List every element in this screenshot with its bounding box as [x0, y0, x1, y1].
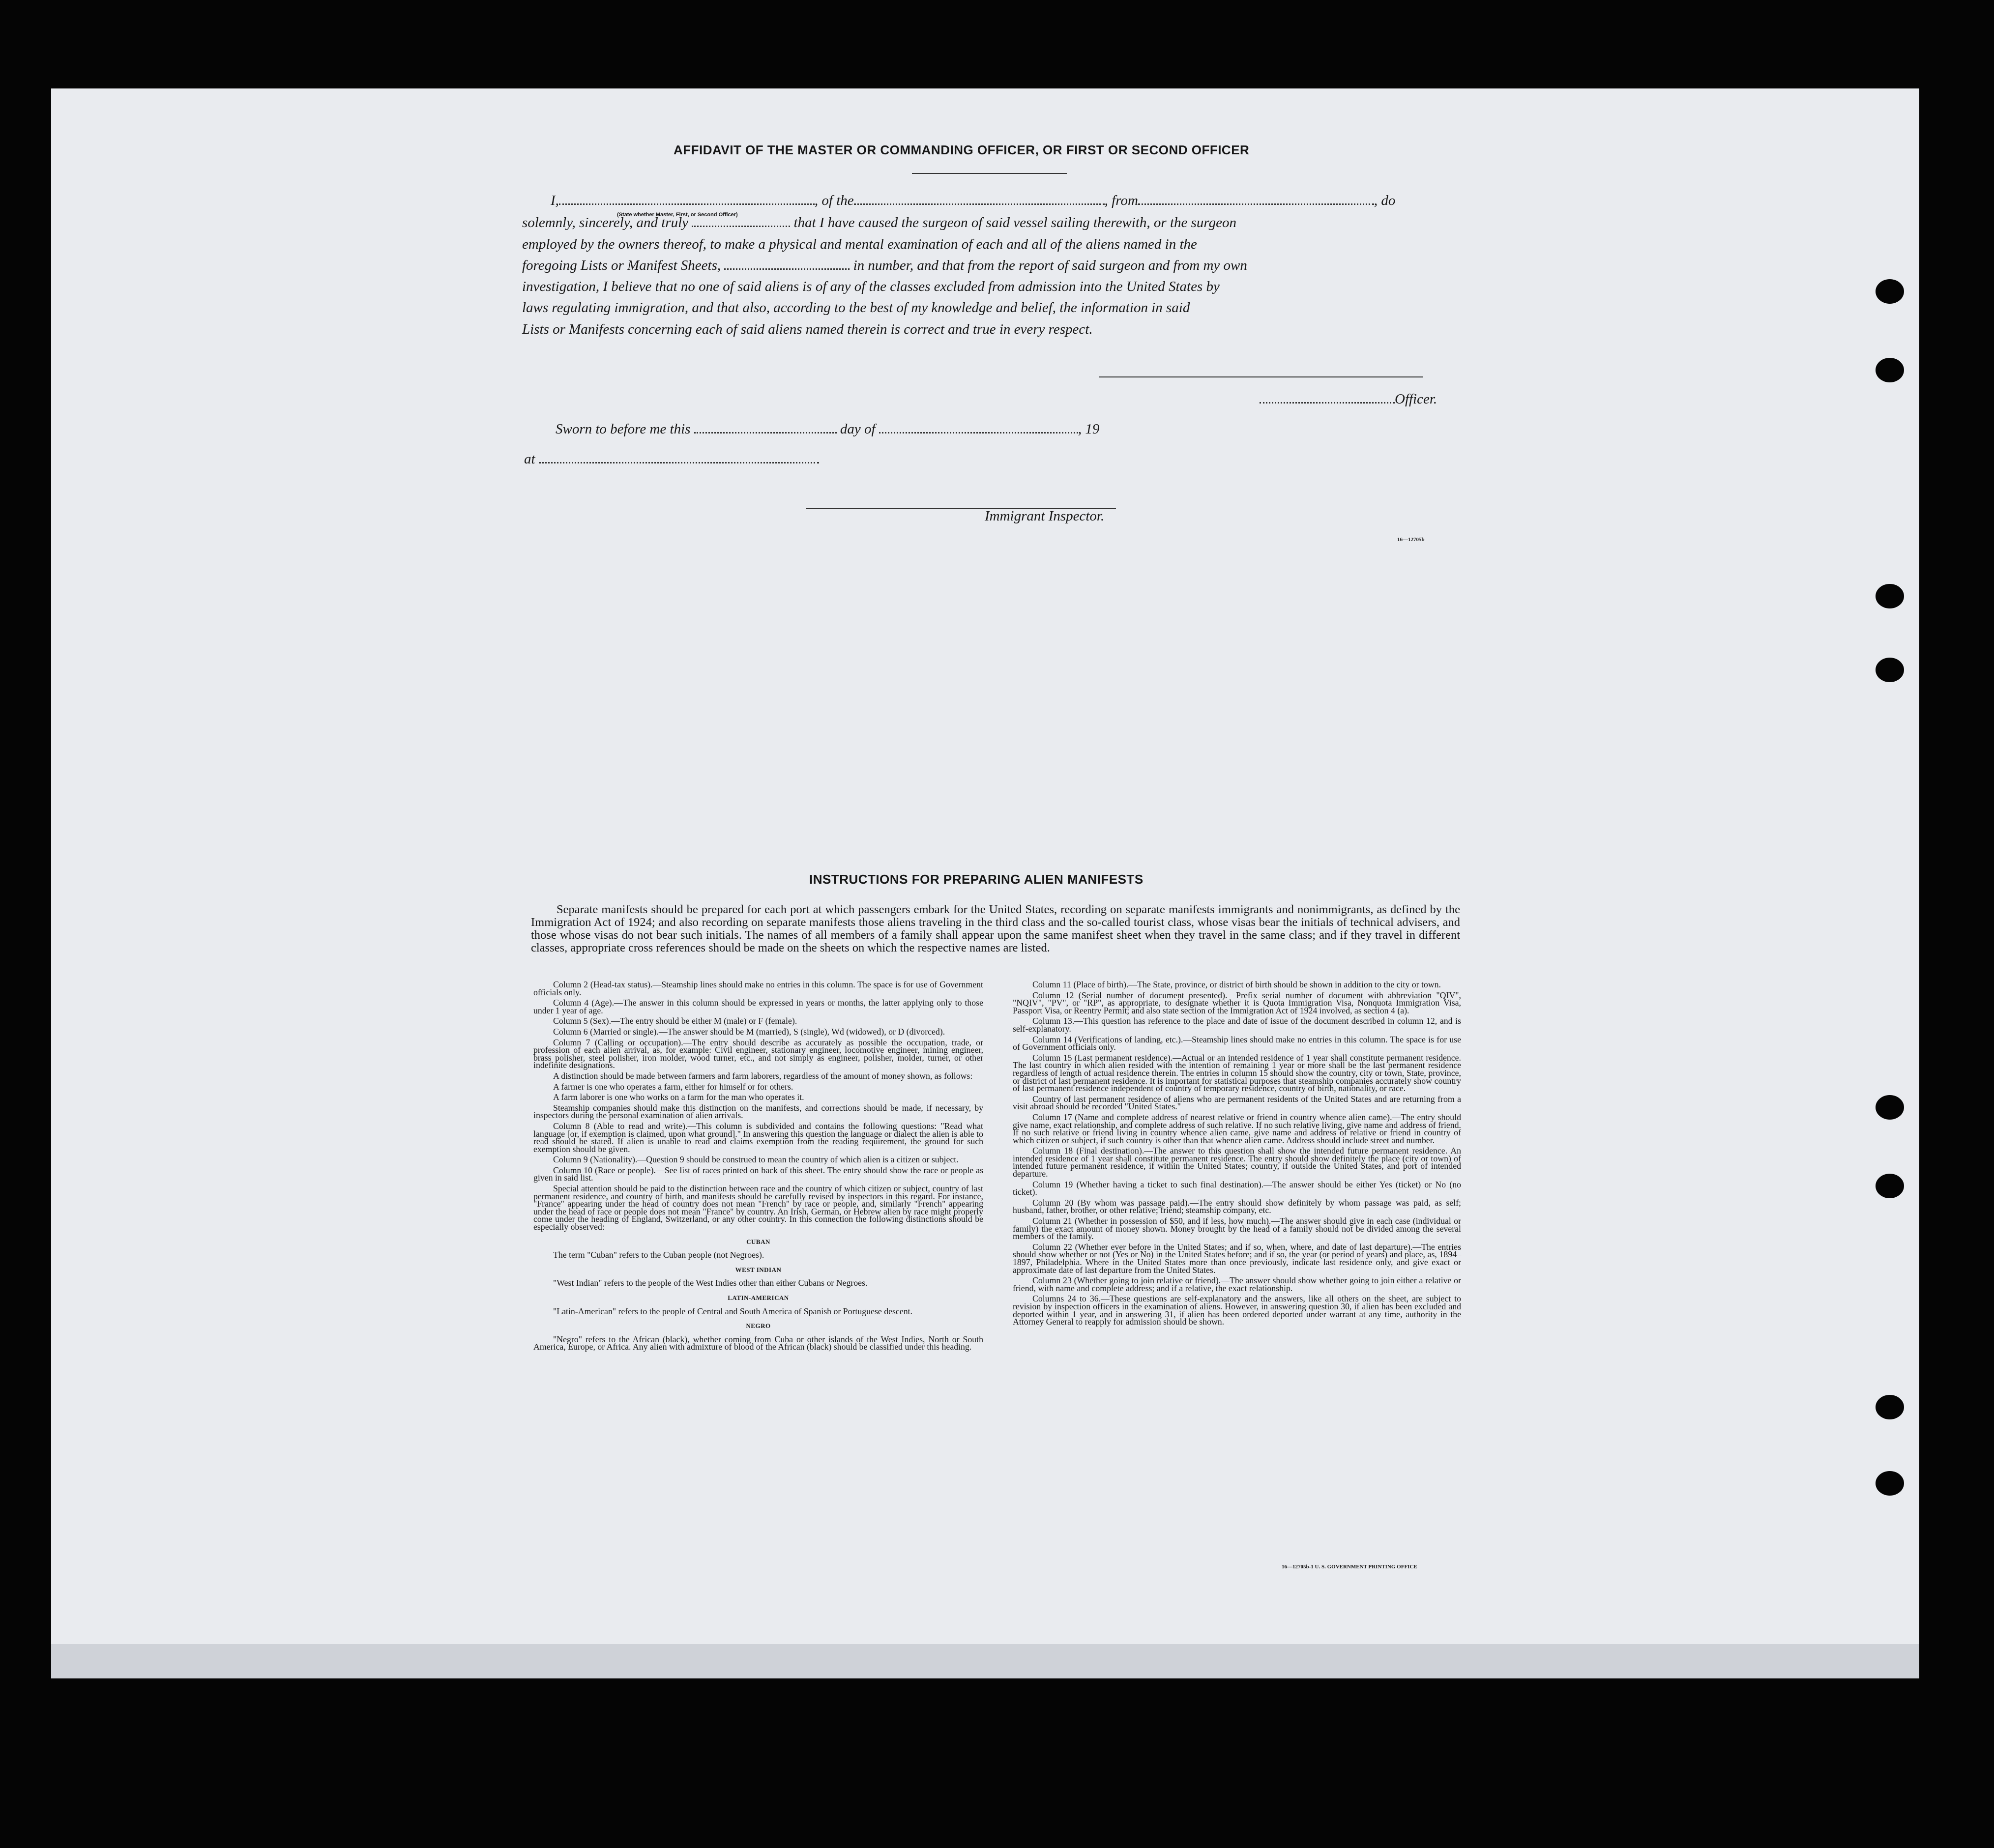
- form-number: 16—12705b: [1397, 537, 1425, 543]
- punch-hole-icon: [1876, 279, 1904, 304]
- left-para-5: A distinction should be made between farmers and farm laborers, regardless of the amount of money shown, as follows:: [553, 1070, 973, 1081]
- negro-text: "Negro" refers to the African (black), whether coming from Cuba or other islands of the West Indies, North or South America, Europe, or Africa. Any alien with admixture of blood of the African (black) should be classified under this heading.: [533, 1334, 983, 1352]
- from-label: , from: [1104, 193, 1138, 208]
- sworn-month-field[interactable]: [879, 431, 1078, 433]
- left-para-7: A farm laborer is one who works on a farm for the man who operates it.: [553, 1092, 804, 1102]
- right-para-12: Column 23 (Whether going to join relative or friend).—The answer should show whether going to join either a relative or friend, with name and complete address; and if a relative, the exact relationship.: [1013, 1275, 1461, 1293]
- punch-hole-icon: [1876, 1471, 1904, 1496]
- left-para-4: Column 7 (Calling or occupation).—The entry should describe as accurately as possible the occupation, trade, or profession of each alien arrival, as, for example: Civil engineer, stationary engineer, locomotive engineer, mining engineer, brass polisher, steel polisher, iron molder, wood turner, etc., and not simply as engineer, polisher, molder, turner, or other indefinite designations.: [533, 1037, 983, 1070]
- negro-heading: NEGRO: [746, 1322, 771, 1330]
- west-indian-text: "West Indian" refers to the people of the West Indies other than either Cubans or Negroes.: [553, 1278, 868, 1288]
- right-para-6: Column 17 (Name and complete address of nearest relative or friend in country whence alien came).—The entry should give name, exact relationship, and complete address of such relative. If no such relative living, give name and address of friend. If no such relative or friend living in country whence alien came, give name and address of relative or friend in country of which citizen or subject, if such country is other than that whence alien came. Address should include street and number.: [1013, 1112, 1461, 1145]
- right-para-0: Column 11 (Place of birth).—The State, province, or district of birth should be shown in addition to the city or town.: [1032, 980, 1441, 989]
- left-para-2: Column 5 (Sex).—The entry should be either M (male) or F (female).: [553, 1016, 797, 1026]
- right-para-10: Column 21 (Whether in possession of $50, and if less, how much).—The answer should give in each case (individual or family) the exact amount of money shown. Money brought by the head of a family should not be divided among the several members of the family.: [1013, 1216, 1461, 1242]
- sworn-day-field[interactable]: [694, 431, 837, 433]
- vessel-name-field[interactable]: [854, 202, 1105, 205]
- officer-label: Officer.: [1395, 391, 1437, 407]
- left-para-9: Column 8 (Able to read and write).—This column is subdivided and contains the following questions: "Read what language [or, if exemption is claimed, upon what ground]." In answering this question the language or dialect the alien is able to read should be stated. If alien is unable to read and claims exemption from the reading requirement, the ground for such exemption should be given.: [533, 1121, 983, 1154]
- page-curl-shadow: [51, 1644, 1919, 1678]
- title-underline: [912, 173, 1067, 174]
- right-para-2: Column 13.—This question has reference to the place and date of issue of the document described in column 12, and is self-explanatory.: [1013, 1016, 1461, 1034]
- right-para-1: Column 12 (Serial number of document presented).—Prefix serial number of document with abbreviation "QIV", "NQIV", "PV", or "RP", as appropriate, to designate whether it is Quota Immigration Visa, Nonquota Immigration Visa, Passport Visa, or Reentry Permit; and also state section of the Immigration Act of 1924 involved, as section 4 (a).: [1013, 990, 1461, 1015]
- right-para-11: Column 22 (Whether ever before in the United States; and if so, when, where, and date of last departure).—The entries should show whether or not (Yes or No) in the United States before; and if so, the year (or period of years) and place, as, 1894–1897, Philadelphia. Where in the United States more than once previously, indicate last residence only, and give exact or approximate date of last departure from the United States.: [1013, 1242, 1461, 1275]
- right-para-7: Column 18 (Final destination).—The answer to this question shall show the intended future permanent residence. An intended residence of 1 year shall constitute permanent residence. The entry should show definitely the place (city or town) of intended future permanent residence, if within the United States; country, if outside the United States, and port of intended departure.: [1013, 1146, 1461, 1179]
- punch-hole-icon: [1876, 1395, 1904, 1419]
- affidavit-title: AFFIDAVIT OF THE MASTER OR COMMANDING OFFICER, OR FIRST OR SECOND OFFICER: [674, 143, 1250, 157]
- instructions-title: INSTRUCTIONS FOR PREPARING ALIEN MANIFESTS: [809, 872, 1144, 887]
- sworn-line: Sworn to before me this day of , 19: [556, 421, 1100, 437]
- affidavit-line-4: foregoing Lists or Manifest Sheets, in number, and that from the report of said surgeon and from my own: [522, 258, 1247, 273]
- rank-note: (State whether Master, First, or Second Officer): [617, 212, 738, 218]
- inspector-label: Immigrant Inspector.: [985, 508, 1105, 524]
- left-para-6: A farmer is one who operates a farm, either for himself or for others.: [553, 1081, 793, 1092]
- affidavit-line-2: solemnly, sincerely, and truly that I have caused the surgeon of said vessel sailing therewith, or the surgeon: [522, 215, 1237, 231]
- left-para-11: Column 10 (Race or people).—See list of races printed on back of this sheet. The entry should show the race or people as given in said list.: [533, 1165, 983, 1183]
- punch-hole-icon: [1876, 1095, 1904, 1120]
- left-para-1: Column 4 (Age).—The answer in this column should be expressed in years or months, the latter applying only to those under 1 year of age.: [533, 998, 983, 1015]
- left-para-10: Column 9 (Nationality).—Question 9 should be construed to mean the country of which alien is a citizen or subject.: [553, 1155, 959, 1165]
- affidavit-line-6: laws regulating immigration, and that also, according to the best of my knowledge and belief, the information in said: [522, 300, 1190, 316]
- i-label: I,: [551, 193, 559, 208]
- affidavit-line-5: investigation, I believe that no one of said aliens is of any of the classes excluded from admission into the United States by: [522, 279, 1220, 294]
- cuban-heading: CUBAN: [746, 1238, 770, 1245]
- footer-code: 16—12705b-1 U. S. GOVERNMENT PRINTING OFFICE: [1282, 1564, 1417, 1570]
- right-para-8: Column 19 (Whether having a ticket to such final destination).—The answer should be either Yes (ticket) or No (no ticket).: [1013, 1179, 1461, 1197]
- at-line: at: [524, 451, 819, 467]
- cuban-text: The term "Cuban" refers to the Cuban people (not Negroes).: [553, 1250, 764, 1260]
- left-para-0: Column 2 (Head-tax status).—Steamship lines should make no entries in this column. The space is for use of Government officials only.: [533, 980, 983, 997]
- officer-rank-field[interactable]: [559, 202, 815, 205]
- left-para-3: Column 6 (Married or single).—The answer should be M (married), S (single), Wd (widowed), or D (divorced).: [553, 1026, 945, 1037]
- latin-american-text: "Latin-American" refers to the people of Central and South America of Spanish or Portuguese descent.: [553, 1306, 912, 1316]
- officer-signature-block: [1260, 391, 1437, 407]
- punch-hole-icon: [1876, 658, 1904, 682]
- number-of-sheets-field[interactable]: [724, 267, 850, 270]
- officer-name-field[interactable]: [1260, 401, 1395, 404]
- sworn-place-field[interactable]: [539, 461, 819, 463]
- affidavit-line-1: [551, 193, 1395, 209]
- latin-american-heading: LATIN-AMERICAN: [728, 1294, 789, 1301]
- left-para-12: Special attention should be paid to the distinction between race and the country of which citizen or subject, country of last permanent residence, and country of birth, and manifests should be carefully revised by inspectors in this regard. For instance, "France" appearing under the head of country does not mean "French" by race or people, and, similarly "French" appearing under the head of race or people does not mean "France" by country. An Irish, German, or Hebrew alien by race might properly come under the heading of England, Switzerland, or any other country. In this connection the following distinctions should be especially observed:: [533, 1184, 983, 1232]
- instructions-left-column: [533, 981, 983, 1354]
- officer-signature-line[interactable]: [1099, 376, 1423, 377]
- surgeon-statement-field[interactable]: [692, 225, 790, 227]
- right-para-13: Columns 24 to 36.—These questions are self-explanatory and the answers, like all others on the sheet, are subject to revision by inspection officers in the examination of aliens. However, in answering question 30, if alien has been excluded and deported within 1 year, and in answering 31, if alien has been ordered deported under warrant at any time, authority in the Attorney General to reapply for admission should be shown.: [1013, 1294, 1461, 1327]
- right-para-5: Country of last permanent residence of aliens who are permanent residents of the United States and are returning from a visit abroad should be recorded "United States.": [1013, 1094, 1461, 1112]
- punch-hole-icon: [1876, 1174, 1904, 1198]
- left-para-8: Steamship companies should make this distinction on the manifests, and corrections should be made, if necessary, by inspectors during the personal examination of alien arrivals.: [533, 1102, 983, 1121]
- right-para-4: Column 15 (Last permanent residence).—Actual or an intended residence of 1 year shall constitute permanent residence. The last country in which alien resided with the intention of remaining 1 year or more shall be the last permanent residence regardless of length of actual residence therein. The entries in column 15 should show the country, city or town, State, province, or district of last permanent residence. It is important for statistical purposes that steamship companies accurately show country of last permanent residence independent of country of temporary residence, country of birth, nationality, or race.: [1013, 1052, 1461, 1094]
- right-para-9: Column 20 (By whom was passage paid).—The entry should show definitely by whom passage was paid, as self; husband, father, brother, or other relative; friend; steamship company, etc.: [1013, 1197, 1461, 1215]
- instructions-intro: Separate manifests should be prepared for each port at which passengers embark for the United States, recording on separate manifests immigrants and nonimmigrants, as defined by the Immigration Act of 1924; and also recording on separate manifests those aliens traveling in the third class and the so-called tourist class, whose visas bear the initials of technical advisers, and those whose visas do not bear such initials. The names of all members of a family shall appear upon the same manifest sheet when they travel in the same class; and if they travel in different classes, appropriate cross references should be made on the sheets on which the respective names are listed.: [531, 903, 1460, 954]
- affidavit-line-3: employed by the owners thereof, to make a physical and mental examination of each and all of the aliens named in the: [522, 236, 1197, 252]
- right-para-3: Column 14 (Verifications of landing, etc.).—Steamship lines should make no entries in this column. The space is for use of Government officials only.: [1013, 1034, 1461, 1052]
- west-indian-heading: WEST INDIAN: [735, 1266, 782, 1273]
- punch-hole-icon: [1876, 358, 1904, 382]
- instructions-right-column: [1013, 981, 1461, 1329]
- port-from-field[interactable]: [1138, 202, 1374, 205]
- affidavit-line-7: Lists or Manifests concerning each of said aliens named therein is correct and true in every respect.: [522, 321, 1093, 337]
- do-label: , do: [1374, 193, 1396, 208]
- of-the-label: , of the: [814, 193, 854, 208]
- punch-hole-icon: [1876, 584, 1904, 608]
